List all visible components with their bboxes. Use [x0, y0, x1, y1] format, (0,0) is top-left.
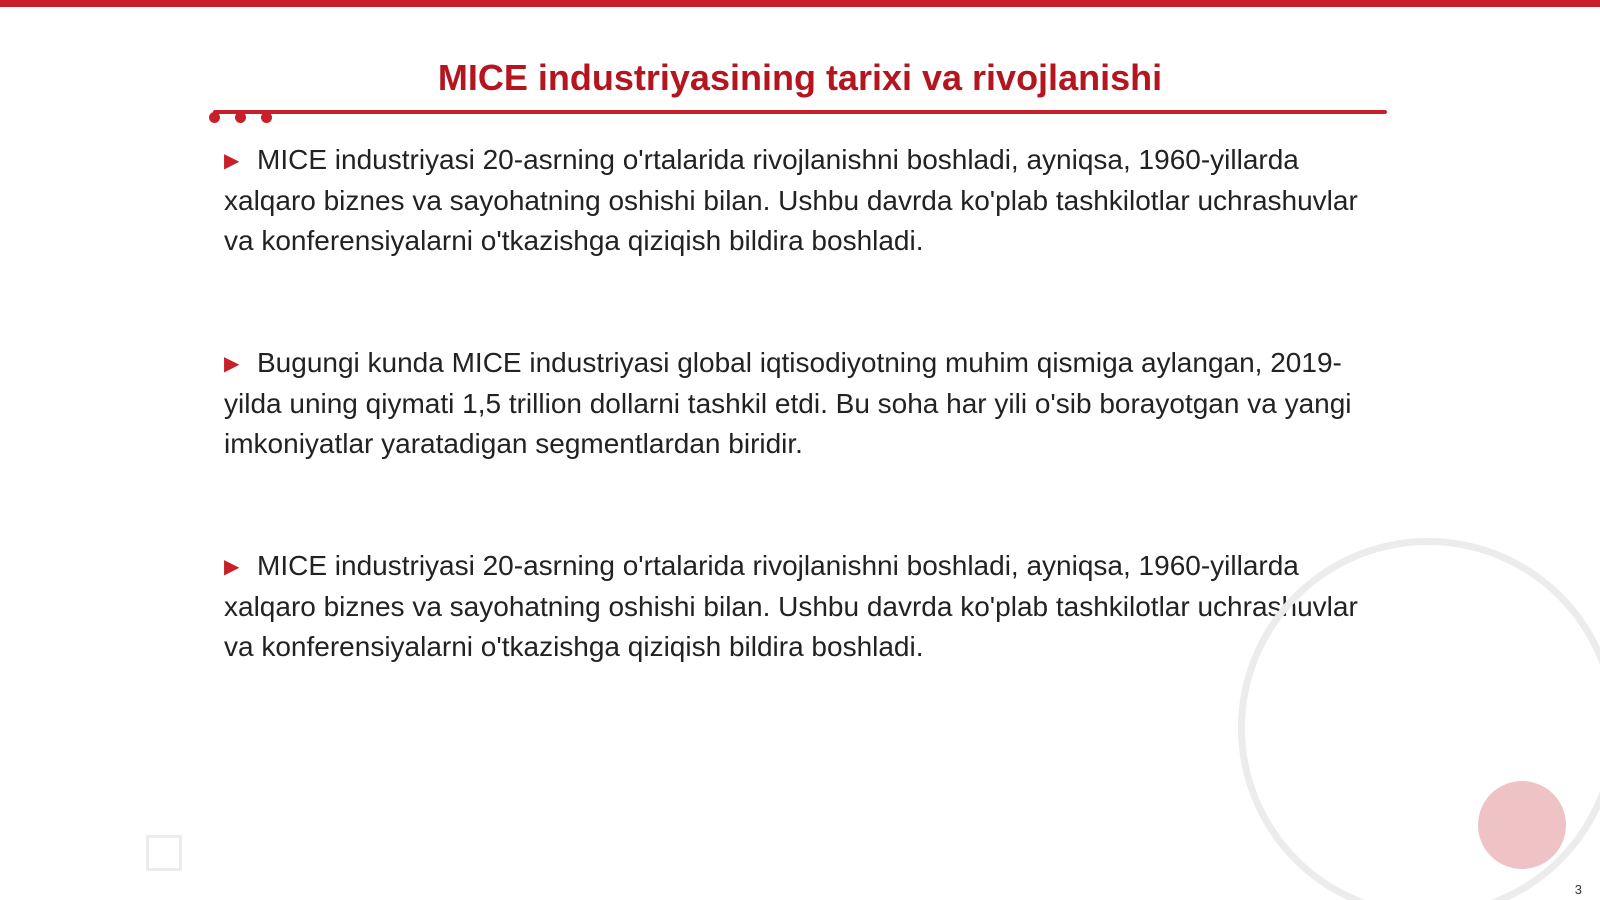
- bullet-arrow-icon: ▶: [224, 150, 240, 172]
- bullet-text: MICE industriyasi 20-asrning o'rtalarida rivojlanishni boshladi, ayniqsa, 1960-yillarda xalqaro biznes va sayohatning oshishi bilan. Ushbu davrda ko'plab tashkilotlar uchrashuvlar va konferensiyalarni o'tkazishga qiziqish bildira boshladi.: [224, 550, 1358, 662]
- underline-dot-2: [235, 112, 246, 123]
- bullet-item: [224, 343, 1364, 464]
- decorative-square: [146, 835, 182, 871]
- bullet-text: MICE industriyasi 20-asrning o'rtalarida rivojlanishni boshladi, ayniqsa, 1960-yillarda xalqaro biznes va sayohatning oshishi bilan. Ushbu davrda ko'plab tashkilotlar uchrashuvlar va konferensiyalarni o'tkazishga qiziqish bildira boshladi.: [224, 144, 1358, 256]
- title-underline: [213, 110, 1387, 114]
- top-accent-bar: [0, 0, 1600, 7]
- bullet-list: [224, 140, 1364, 749]
- bullet-text: Bugungi kunda MICE industriyasi global iqtisodiyotning muhim qismiga aylangan, 2019-yilda uning qiymati 1,5 trillion dollarni tashkil etdi. Bu soha har yili o'sib borayotgan va yangi imkoniyatlar yaratadigan segmentlardan biridir.: [224, 347, 1352, 459]
- bullet-arrow-icon: ▶: [224, 556, 240, 578]
- decorative-circle: [1478, 781, 1566, 869]
- bullet-item: [224, 140, 1364, 261]
- underline-dot-1: [209, 112, 220, 123]
- slide-title: MICE industriyasining tarixi va rivojlanishi: [437, 57, 1163, 98]
- underline-dot-3: [261, 112, 272, 123]
- bullet-item: [224, 546, 1364, 667]
- bullet-arrow-icon: ▶: [224, 353, 240, 375]
- page-number: 3: [1574, 882, 1582, 897]
